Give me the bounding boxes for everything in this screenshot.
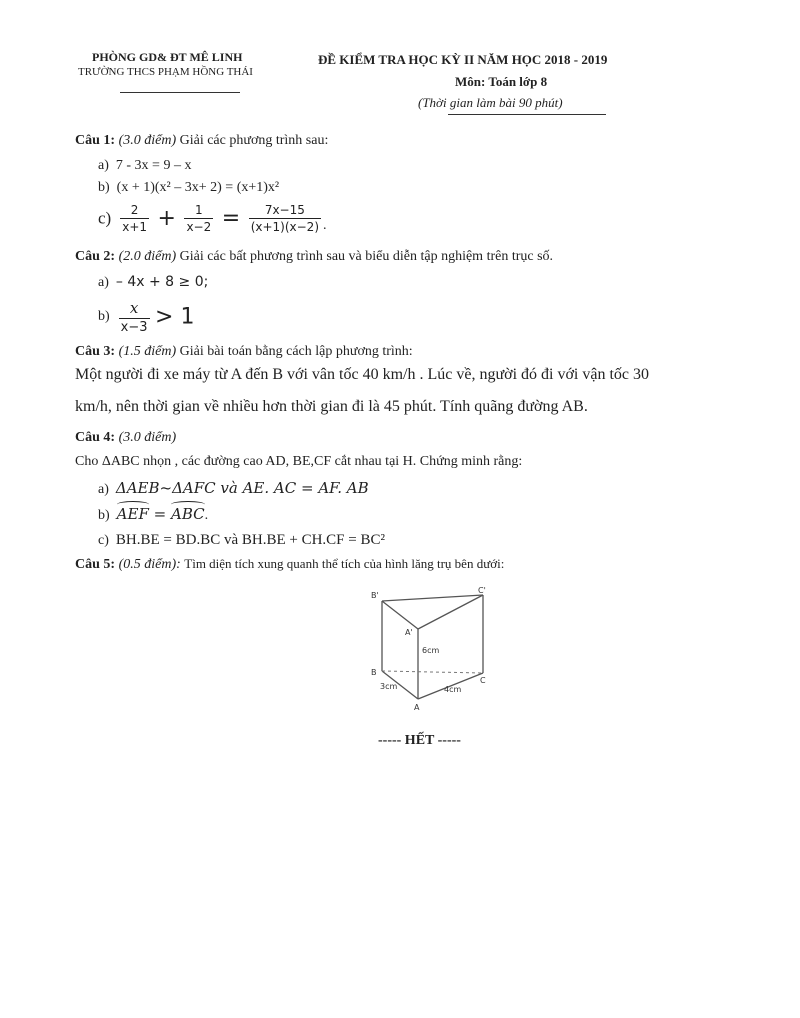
numerator: 1 bbox=[195, 203, 203, 217]
equation-1b: (x + 1)(x² – 3x+ 2) = (x+1)x² bbox=[116, 180, 280, 195]
question-1-points: (3.0 điểm) bbox=[118, 133, 177, 148]
question-2-label: Câu 2: bbox=[75, 249, 116, 264]
question-5-prompt: Tìm diện tích xung quanh thể tích của hình lăng trụ bên dưới: bbox=[184, 556, 505, 571]
numerator: 7x−15 bbox=[264, 203, 305, 217]
edge-aprime-cprime bbox=[418, 595, 483, 629]
question-2-points: (2.0 điểm) bbox=[118, 249, 177, 264]
exam-duration: (Thời gian làm bài 90 phút) bbox=[418, 95, 563, 110]
period: . bbox=[204, 508, 209, 523]
school-underline bbox=[120, 92, 240, 93]
question-4b bbox=[98, 505, 208, 524]
angle-aef: AEF bbox=[116, 505, 149, 523]
vertex-label-cprime: C' bbox=[478, 586, 486, 595]
question-4-points: (3.0 điểm) bbox=[118, 430, 177, 445]
question-2b bbox=[98, 299, 194, 335]
question-4-label: Câu 4: bbox=[75, 430, 116, 445]
edge-bprime-cprime bbox=[382, 595, 483, 601]
item-marker: a) bbox=[98, 482, 109, 497]
end-marker: ----- HẾT ----- bbox=[378, 733, 461, 748]
edge-label-ac: 4cm bbox=[444, 685, 462, 694]
question-5-label: Câu 5: bbox=[75, 557, 116, 572]
numerator: x bbox=[129, 299, 139, 317]
statement-4a: ΔAEB~ΔAFC và AE. AC = AF. AB bbox=[115, 479, 369, 497]
item-marker: b) bbox=[98, 309, 110, 324]
angle-abc: ABC bbox=[170, 505, 205, 523]
inequality-2b-rhs: > 1 bbox=[155, 304, 195, 330]
fraction-1c-term1 bbox=[120, 203, 149, 234]
inequality-2a: – 4x + 8 ≥ 0; bbox=[115, 274, 209, 290]
equals-sign: = bbox=[148, 505, 171, 523]
numerator: 2 bbox=[130, 203, 139, 217]
question-1c: c) $\frac{2}{x+1}$ + $\frac{1}{x-2}$ = $\frac{7x-15}{(x+1)(x-2)}$ . bbox=[98, 203, 327, 234]
denominator: (x+1)(x−2) bbox=[250, 220, 319, 234]
denominator: x+1 bbox=[122, 220, 148, 234]
vertex-label-aprime: A' bbox=[405, 628, 413, 637]
question-3-prompt: Giải bài toán bằng cách lập phương trình: bbox=[179, 344, 413, 359]
vertex-label-a: A bbox=[414, 703, 420, 712]
question-2-heading bbox=[75, 249, 553, 265]
fraction-1c-term2 bbox=[184, 203, 213, 234]
question-1-label: Câu 1: bbox=[75, 133, 116, 148]
question-2-prompt: Giải các bất phương trình sau và biểu diễn tập nghiệm trên trục số. bbox=[179, 249, 554, 264]
question-5-heading bbox=[75, 556, 504, 573]
fraction-1c-rhs bbox=[249, 203, 321, 234]
item-marker: c) bbox=[98, 208, 112, 228]
item-marker: c) bbox=[98, 533, 109, 548]
prism-figure bbox=[360, 585, 500, 715]
item-marker: a) bbox=[98, 158, 109, 173]
equation-1a: 7 - 3x = 9 – x bbox=[115, 158, 192, 173]
statement-4c: BH.BE = BD.BC và BH.BE + CH.CF = BC² bbox=[115, 532, 385, 548]
question-3-points: (1.5 điểm) bbox=[118, 344, 177, 359]
item-marker: a) bbox=[98, 275, 109, 290]
question-1a bbox=[98, 158, 191, 174]
exam-title: ĐỀ KIỂM TRA HỌC KỲ II NĂM HỌC 2018 - 2019 bbox=[318, 52, 608, 67]
question-4-heading bbox=[75, 430, 176, 446]
plus-sign: + bbox=[157, 206, 176, 231]
edge-label-ab: 3cm bbox=[380, 682, 398, 691]
denominator: x−2 bbox=[186, 220, 212, 234]
exam-subject: Môn: Toán lớp 8 bbox=[455, 74, 548, 89]
question-3-heading bbox=[75, 344, 413, 360]
vertex-label-b: B bbox=[371, 668, 377, 677]
duration-underline bbox=[448, 114, 606, 115]
edge-bprime-aprime bbox=[382, 601, 418, 629]
question-3-text-line1: Một người đi xe máy từ A đến B với vân tốc 40 km/h . Lúc về, người đó đi với vận tốc 30 bbox=[75, 366, 650, 383]
question-5-points: (0.5 điểm): bbox=[118, 557, 181, 572]
vertex-label-c: C bbox=[480, 676, 486, 685]
question-4c bbox=[98, 532, 385, 549]
question-4-intro: Cho ΔABC nhọn , các đường cao AD, BE,CF cắt nhau tại H. Chứng minh rằng: bbox=[75, 454, 523, 469]
question-3-text-line2: km/h, nên thời gian về nhiều hơn thời gian đi là 45 phút. Tính quãng đường AB. bbox=[75, 398, 588, 415]
denominator: x−3 bbox=[120, 320, 148, 335]
question-3-label: Câu 3: bbox=[75, 344, 116, 359]
question-4a bbox=[98, 479, 369, 498]
question-2a bbox=[98, 274, 208, 291]
edge-label-height: 6cm bbox=[422, 646, 440, 655]
item-marker: b) bbox=[98, 508, 110, 523]
edge-b-c-hidden bbox=[382, 671, 483, 673]
fraction-2b bbox=[119, 299, 150, 335]
equals-sign: = bbox=[221, 206, 241, 231]
department-name: PHÒNG GD& ĐT MÊ LINH bbox=[92, 50, 243, 64]
vertex-label-bprime: B' bbox=[371, 591, 379, 600]
question-1b bbox=[98, 180, 279, 196]
item-marker: b) bbox=[98, 180, 110, 195]
question-1-prompt: Giải các phương trình sau: bbox=[179, 133, 329, 148]
question-1-heading bbox=[75, 133, 328, 149]
school-name: TRƯỜNG THCS PHẠM HỒNG THÁI bbox=[78, 66, 253, 78]
